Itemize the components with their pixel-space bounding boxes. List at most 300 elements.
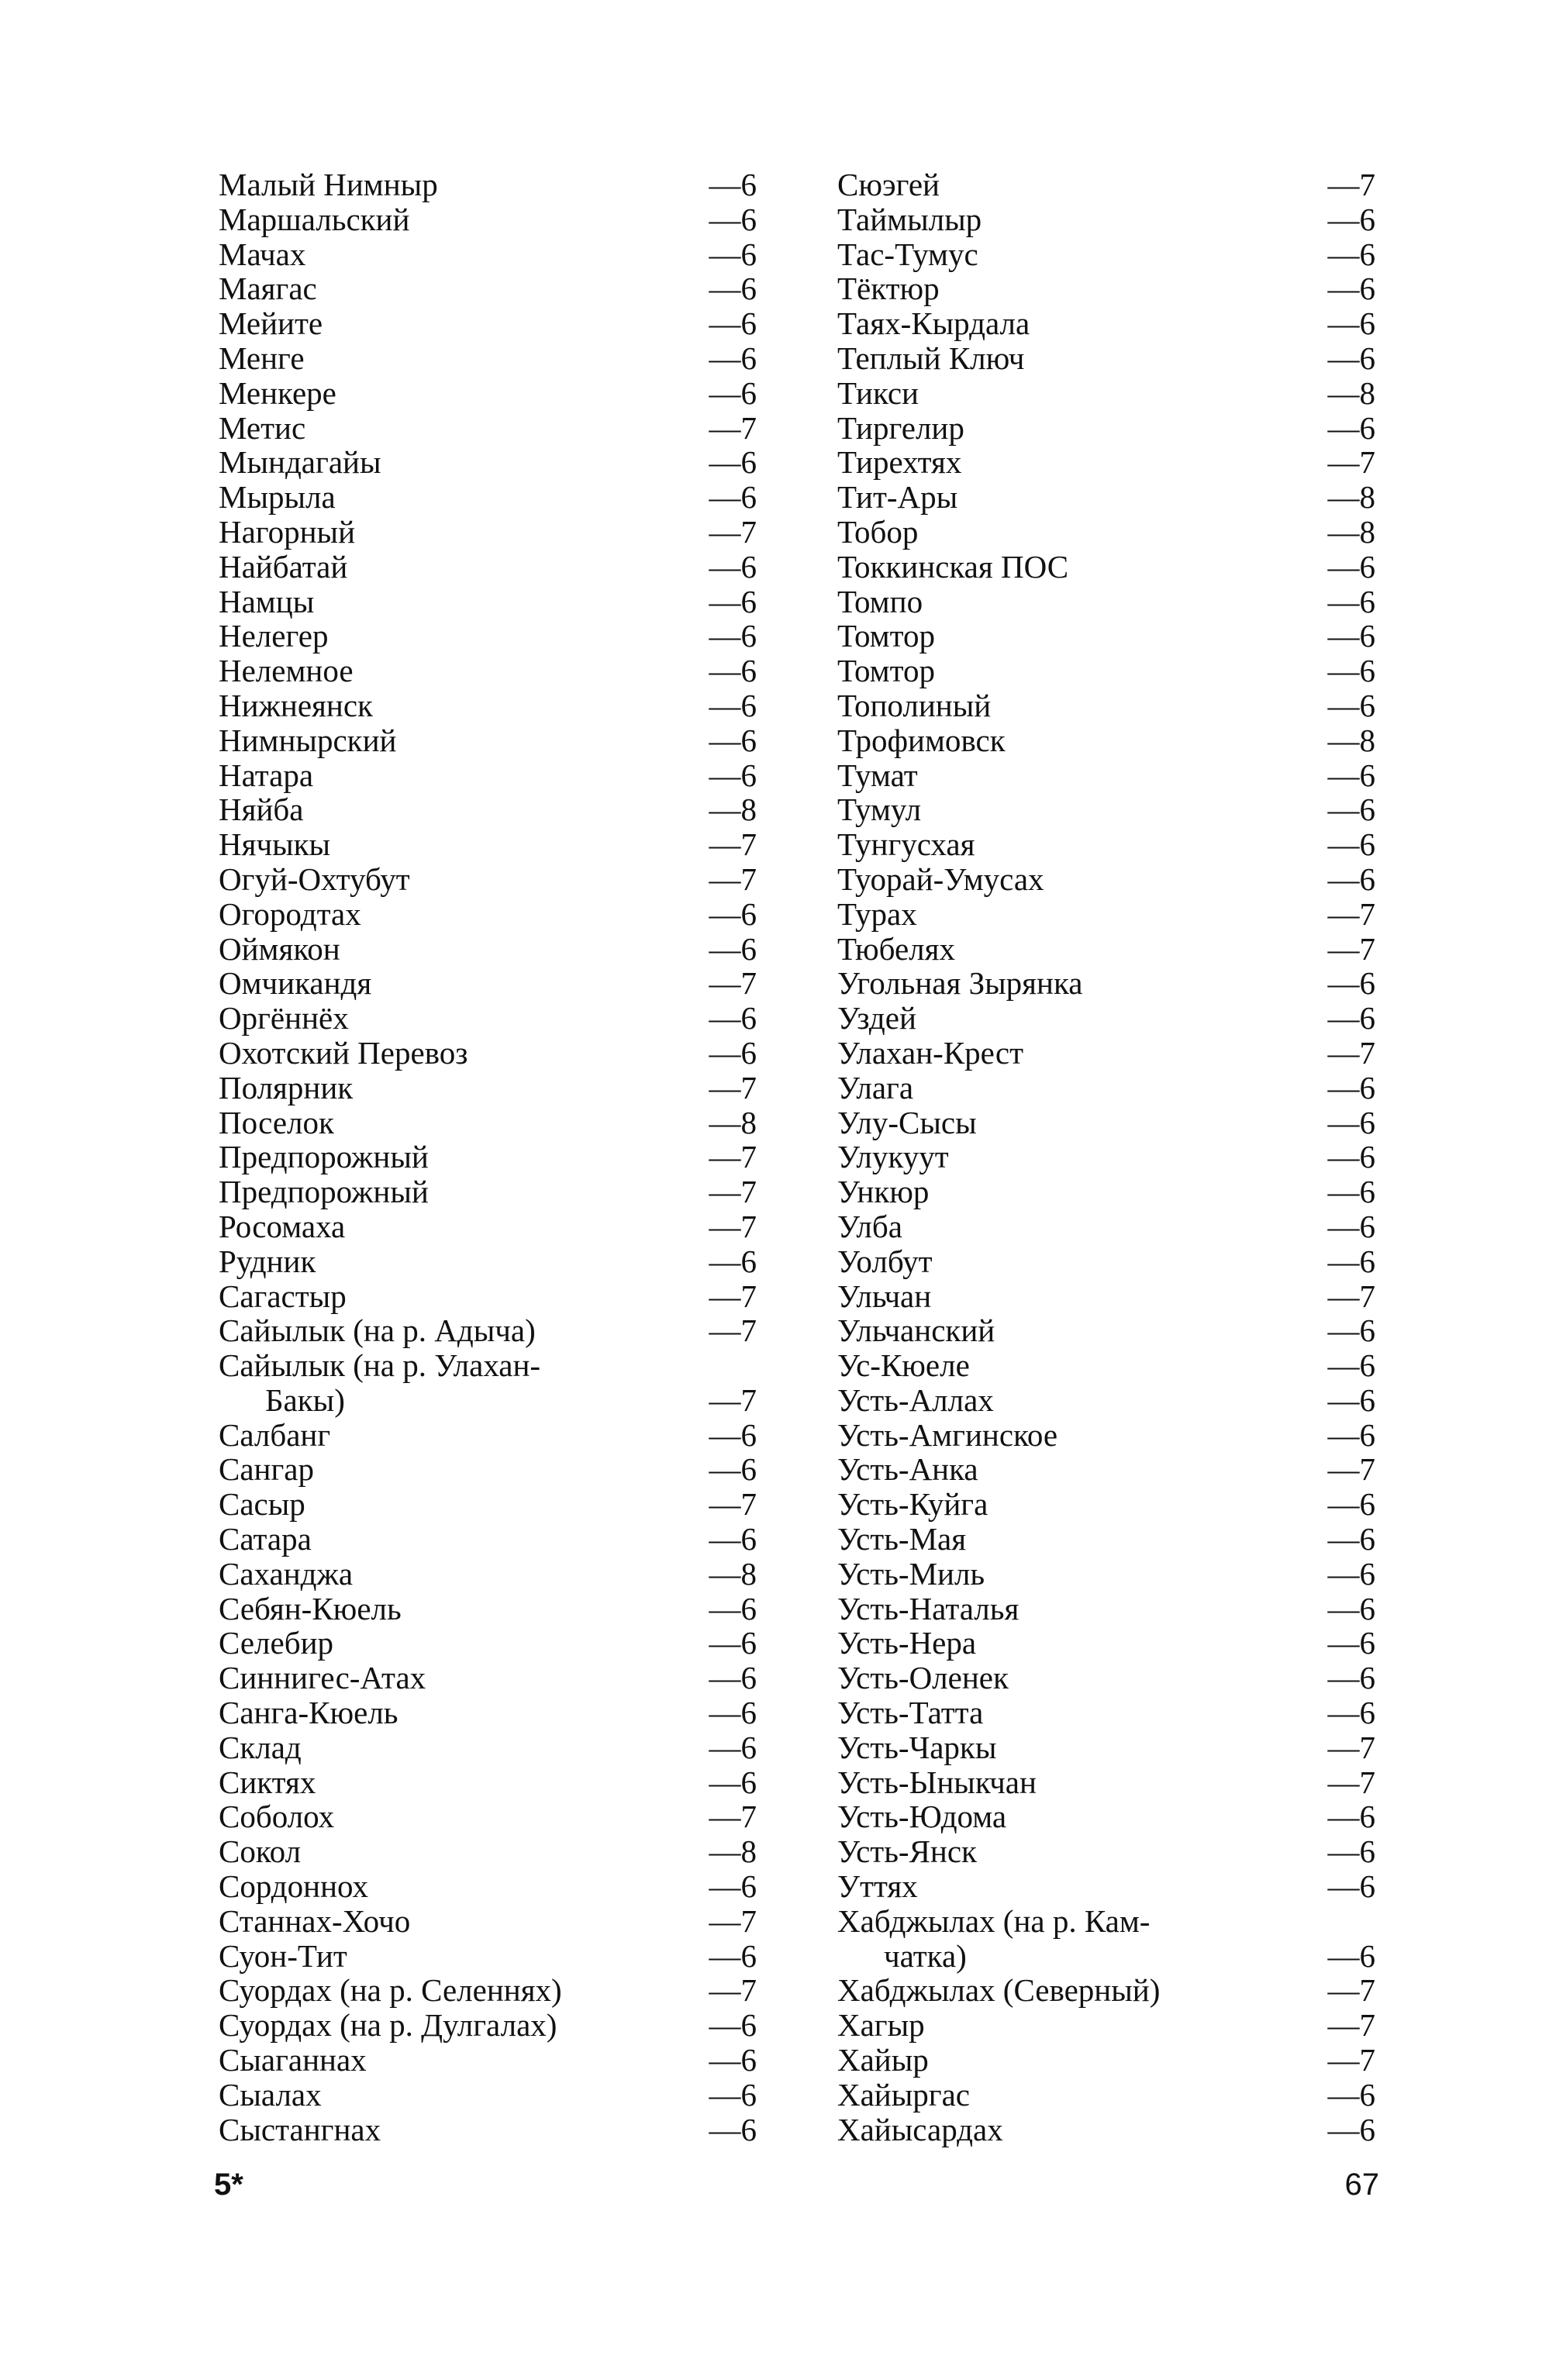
station-name-line: Томпо	[837, 583, 923, 619]
station-name-line: Ус-Кюеле	[837, 1347, 970, 1384]
station-value: —6	[1327, 1069, 1375, 1105]
station-name	[837, 237, 978, 272]
station-name	[219, 1140, 429, 1174]
station-value: —6	[1327, 2076, 1375, 2113]
list-item	[837, 1487, 1375, 1522]
list-item	[837, 654, 1375, 688]
station-name	[219, 1036, 467, 1071]
station-name	[837, 271, 940, 306]
list-item	[219, 688, 757, 723]
station-value: —7	[1327, 2042, 1375, 2078]
station-name	[219, 376, 336, 411]
list-item	[837, 411, 1375, 446]
list-item	[837, 1209, 1375, 1244]
station-value: —6	[1327, 1695, 1375, 1731]
station-name	[837, 1834, 977, 1869]
station-value: —6	[1327, 1416, 1375, 1453]
station-value: —6	[709, 374, 757, 411]
station-name-line: Тумат	[837, 757, 918, 793]
station-name	[837, 758, 918, 793]
station-value: —7	[709, 1381, 757, 1418]
station-value: —6	[1327, 1312, 1375, 1349]
station-value: —7	[709, 965, 757, 1002]
station-value: —6	[1327, 1139, 1375, 1175]
station-value: —6	[709, 1660, 757, 1696]
station-value: —8	[1327, 374, 1375, 411]
station-name	[837, 480, 957, 515]
list-item	[837, 202, 1375, 237]
list-item	[219, 897, 757, 932]
station-name	[837, 932, 955, 967]
station-name	[219, 2043, 367, 2078]
station-name-line: Сиктях	[219, 1764, 316, 1800]
station-name	[837, 376, 919, 411]
station-name-line: Тополиный	[837, 687, 992, 723]
station-name-line: Усть-Миль	[837, 1555, 985, 1592]
list-item	[837, 1313, 1375, 1348]
station-name	[837, 306, 1030, 341]
page-number: 67	[1344, 2168, 1379, 2202]
station-name	[219, 2078, 322, 2113]
station-name	[837, 1036, 1023, 1071]
station-value: —6	[709, 895, 757, 932]
station-name	[219, 1487, 305, 1522]
station-name	[219, 1834, 301, 1869]
station-name	[219, 1174, 429, 1209]
list-item	[837, 237, 1375, 272]
station-value: —7	[709, 1278, 757, 1314]
station-value: —6	[709, 2111, 757, 2147]
list-item	[219, 1105, 757, 1140]
station-value: —8	[1327, 479, 1375, 516]
station-value: —6	[709, 305, 757, 342]
station-name-line: Сайылык (на р. Адыча)	[219, 1312, 536, 1349]
list-item	[219, 411, 757, 446]
station-name	[837, 1626, 976, 1661]
station-name-line: Хайысардах	[837, 2111, 1003, 2147]
list-item	[219, 341, 757, 376]
list-item	[837, 897, 1375, 932]
list-item	[837, 862, 1375, 897]
station-name	[219, 1695, 398, 1730]
station-value: —6	[1327, 1660, 1375, 1696]
station-value: —6	[1327, 1833, 1375, 1870]
list-item	[837, 585, 1375, 619]
list-item	[837, 1279, 1375, 1314]
station-name	[837, 341, 1024, 376]
station-name-line: Натара	[219, 757, 314, 793]
station-value: —7	[709, 1208, 757, 1244]
station-name-line: Ункюр	[837, 1174, 930, 1210]
list-item	[219, 1348, 757, 1418]
station-value: —6	[1327, 201, 1375, 237]
station-value: —6	[709, 167, 757, 202]
station-value: —6	[1327, 653, 1375, 689]
station-name	[219, 167, 438, 202]
list-item	[219, 654, 757, 688]
station-name-line: Охотский Перевоз	[219, 1034, 468, 1071]
station-value: —7	[1327, 1451, 1375, 1488]
station-name-line: Сыстангнах	[219, 2111, 381, 2147]
list-item	[219, 2043, 757, 2078]
station-name	[219, 1522, 312, 1557]
list-item	[837, 1626, 1375, 1661]
left-column	[219, 167, 757, 2147]
list-item	[837, 758, 1375, 793]
station-value: —6	[1327, 409, 1375, 446]
station-name	[219, 758, 313, 793]
station-value: —6	[709, 2007, 757, 2044]
station-name-line: Улу-Сысы	[837, 1104, 977, 1140]
list-item	[219, 515, 757, 550]
station-name-line: Нячыкы	[219, 826, 331, 863]
station-name	[219, 654, 354, 688]
station-name	[837, 1348, 970, 1383]
list-item	[837, 932, 1375, 967]
station-name-line: Хайыргас	[837, 2076, 971, 2113]
list-item	[219, 1174, 757, 1209]
station-name-line: Сыалах	[219, 2076, 322, 2113]
station-value: —6	[709, 2042, 757, 2078]
station-value: —7	[1327, 1034, 1375, 1071]
station-name	[219, 515, 355, 550]
list-item	[219, 1036, 757, 1071]
station-name-line: Маршальский	[219, 201, 410, 237]
station-name-line: Турах	[837, 895, 917, 932]
list-item	[219, 1140, 757, 1174]
list-item	[219, 1834, 757, 1869]
station-value: —6	[709, 757, 757, 793]
right-column	[837, 167, 1375, 2147]
station-name-line: Уздей	[837, 1000, 916, 1037]
station-name-line: Улага	[837, 1069, 914, 1105]
list-item	[837, 1452, 1375, 1487]
station-name-line: Тобор	[837, 513, 919, 550]
station-name-line: Теплый Ключ	[837, 340, 1025, 376]
station-name	[219, 1001, 349, 1036]
station-name-line: Хагыр	[837, 2007, 925, 2044]
list-item	[219, 550, 757, 585]
station-name	[219, 1071, 353, 1105]
station-name	[837, 1452, 978, 1487]
station-name	[837, 827, 975, 862]
list-item	[837, 167, 1375, 202]
station-name-line: Сюэгей	[837, 167, 940, 202]
list-item	[219, 1557, 757, 1592]
station-name-line: Хайыр	[837, 2042, 929, 2078]
station-value: —7	[1327, 1729, 1375, 1765]
station-value: —6	[709, 653, 757, 689]
station-name-line: Росомаха	[219, 1208, 346, 1244]
station-name-line: Огородтах	[219, 895, 361, 932]
station-name-line: Усть-Куйга	[837, 1486, 988, 1523]
station-value: —6	[709, 1000, 757, 1037]
list-item	[837, 550, 1375, 585]
station-name-line: Менкере	[219, 374, 336, 411]
station-name	[837, 1695, 983, 1730]
list-item	[219, 1592, 757, 1626]
station-value: —8	[709, 1555, 757, 1592]
station-value: —6	[709, 1451, 757, 1488]
station-value: —7	[1327, 1764, 1375, 1800]
station-name	[219, 1904, 410, 1939]
list-item	[219, 1001, 757, 1036]
list-item	[219, 2008, 757, 2043]
station-value: —6	[709, 1590, 757, 1626]
station-name	[837, 1105, 977, 1140]
station-name-line: Нижнеянск	[219, 687, 373, 723]
station-value: —7	[1327, 167, 1375, 202]
station-name	[837, 1209, 902, 1244]
station-name-line: Сагастыр	[219, 1278, 347, 1314]
list-item	[219, 271, 757, 306]
list-item	[219, 932, 757, 967]
station-value: —7	[709, 1069, 757, 1105]
station-name-line: Полярник	[219, 1069, 354, 1105]
station-name	[837, 2113, 1003, 2147]
list-item	[837, 1244, 1375, 1279]
list-item	[837, 1592, 1375, 1626]
station-name-line: Усть-Анка	[837, 1451, 978, 1488]
station-name	[837, 1592, 1019, 1626]
station-name	[219, 1209, 345, 1244]
station-value: —6	[709, 2076, 757, 2113]
list-item	[837, 1695, 1375, 1730]
list-item	[837, 376, 1375, 411]
station-name	[837, 202, 982, 237]
station-name-line: Огуй-Охтубут	[219, 861, 410, 897]
station-name-line: Таймылыр	[837, 201, 982, 237]
list-item	[837, 1730, 1375, 1765]
station-name-line: Саханджа	[219, 1555, 354, 1592]
station-name-line: Менге	[219, 340, 305, 376]
station-name	[219, 1626, 333, 1661]
station-value: —7	[1327, 1278, 1375, 1314]
station-name-line: Предпорожный	[219, 1174, 429, 1210]
list-item	[837, 1036, 1375, 1071]
station-name-line: Мейите	[219, 305, 323, 342]
station-value: —6	[1327, 1000, 1375, 1037]
station-value: —7	[1327, 444, 1375, 481]
station-name-line: Усть-Оленек	[837, 1660, 1009, 1696]
station-name	[219, 202, 409, 237]
station-name	[837, 1487, 988, 1522]
station-name	[837, 1244, 933, 1279]
list-item	[219, 1695, 757, 1730]
list-item	[837, 306, 1375, 341]
station-name-line: Тюбелях	[837, 930, 955, 967]
station-name-continuation: чатка)	[884, 1937, 967, 1974]
station-name-line: Усть-Юдома	[837, 1799, 1007, 1835]
list-item	[219, 1452, 757, 1487]
station-value: —7	[1327, 2007, 1375, 2044]
station-name-line: Салбанг	[219, 1416, 331, 1453]
station-value: —6	[709, 687, 757, 723]
station-name	[219, 723, 396, 758]
station-name	[219, 445, 381, 480]
station-value: —6	[1327, 826, 1375, 863]
station-value: —6	[709, 236, 757, 272]
station-name-line: Сыаганнах	[219, 2042, 367, 2078]
station-name	[837, 897, 917, 932]
station-name	[219, 1799, 334, 1834]
station-name	[837, 1661, 1009, 1695]
station-name-line: Ульчанский	[837, 1312, 995, 1349]
station-name	[219, 1730, 302, 1765]
list-item	[219, 862, 757, 897]
list-item	[219, 445, 757, 480]
station-name	[837, 1001, 916, 1036]
station-name-line: Найбатай	[219, 548, 348, 585]
station-name	[837, 1071, 913, 1105]
station-name-line: Нимнырский	[219, 722, 397, 758]
station-name-line: Усть-Наталья	[837, 1590, 1020, 1626]
station-name-line: Санга-Кюель	[219, 1695, 398, 1731]
list-item	[837, 1105, 1375, 1140]
station-name-line: Намцы	[219, 583, 315, 619]
station-value: —8	[709, 792, 757, 828]
station-value: —6	[1327, 305, 1375, 342]
list-item	[219, 723, 757, 758]
list-item	[837, 966, 1375, 1001]
station-name	[219, 688, 373, 723]
station-name	[219, 862, 410, 897]
station-name-line: Уолбут	[837, 1243, 933, 1279]
station-name-line: Тит-Ары	[837, 479, 958, 516]
station-value: —6	[1327, 1799, 1375, 1835]
list-item	[837, 2008, 1375, 2043]
station-value: —7	[709, 1312, 757, 1349]
station-value: —7	[709, 1972, 757, 2009]
station-name	[219, 897, 361, 932]
station-name-line: Станнах-Хочо	[219, 1902, 411, 1939]
station-value: —6	[709, 271, 757, 307]
list-item	[219, 1904, 757, 1939]
station-name-line: Тиргелир	[837, 409, 964, 446]
list-item	[837, 445, 1375, 480]
list-item	[837, 1799, 1375, 1834]
station-name-line: Усть-Ыныкчан	[837, 1764, 1037, 1800]
station-value: —7	[709, 1486, 757, 1523]
list-item	[837, 1001, 1375, 1036]
station-name	[219, 1105, 334, 1140]
station-value: —8	[709, 1104, 757, 1140]
list-item	[219, 1939, 757, 1974]
station-name	[219, 966, 371, 1001]
station-value: —6	[709, 1764, 757, 1800]
station-name-line: Тас-Тумус	[837, 236, 978, 272]
station-value: —6	[1327, 1521, 1375, 1557]
station-name	[219, 585, 314, 619]
station-name-line: Нагорный	[219, 513, 356, 550]
station-name-line: Усть-Нера	[837, 1625, 977, 1661]
list-item	[219, 1313, 757, 1348]
list-item	[837, 341, 1375, 376]
list-item	[837, 2078, 1375, 2113]
station-name-line: Сокол	[219, 1833, 302, 1870]
list-item	[837, 2113, 1375, 2147]
station-name	[837, 688, 991, 723]
station-name-line: Токкинская ПОС	[837, 548, 1069, 585]
station-value: —6	[1327, 792, 1375, 828]
station-name	[837, 550, 1068, 585]
station-name	[219, 341, 305, 376]
station-name-line: Нелегер	[219, 618, 329, 654]
station-name	[219, 619, 328, 654]
station-name-line: Суордах (на р. Дулгалах)	[219, 2007, 557, 2044]
station-value: —6	[709, 1243, 757, 1279]
station-value: —6	[709, 1034, 757, 1071]
station-name	[837, 1799, 1006, 1834]
station-name	[219, 271, 317, 306]
station-name	[219, 1452, 314, 1487]
station-name-line: Нелемное	[219, 653, 354, 689]
station-name	[219, 1869, 368, 1904]
station-value: —7	[709, 1799, 757, 1835]
station-name	[837, 1174, 929, 1209]
station-name	[837, 792, 921, 827]
station-name-line: Тикси	[837, 374, 919, 411]
list-item	[219, 1973, 757, 2008]
list-item	[219, 827, 757, 862]
station-name	[837, 515, 918, 550]
list-item	[219, 1487, 757, 1522]
station-name-line: Ульчан	[837, 1278, 932, 1314]
station-name	[219, 932, 340, 967]
station-name	[837, 654, 935, 688]
station-name-line: Усть-Чаркы	[837, 1729, 997, 1765]
list-item	[219, 2078, 757, 2113]
station-name	[837, 1869, 918, 1904]
station-name	[219, 1244, 316, 1279]
station-name-line: Томтор	[837, 653, 936, 689]
station-name-line: Угольная Зырянка	[837, 965, 1083, 1002]
station-value: —6	[709, 1625, 757, 1661]
station-name-continuation: Бакы)	[265, 1381, 345, 1418]
list-item	[837, 1522, 1375, 1557]
list-item	[837, 271, 1375, 306]
list-item	[837, 1383, 1375, 1418]
station-name-line: Томтор	[837, 618, 936, 654]
station-name	[837, 1973, 1160, 2008]
station-name	[219, 1661, 426, 1695]
station-name-line: Малый Нимныр	[219, 167, 438, 202]
list-item	[837, 1418, 1375, 1453]
station-name	[837, 2008, 925, 2043]
station-name	[837, 2043, 929, 2078]
station-value: —6	[709, 340, 757, 376]
list-item	[837, 723, 1375, 758]
station-value: —6	[1327, 2111, 1375, 2147]
list-item	[219, 1418, 757, 1453]
list-item	[219, 1626, 757, 1661]
station-name	[219, 1313, 536, 1348]
list-item	[219, 1661, 757, 1695]
station-name-line: Тунгусхая	[837, 826, 975, 863]
station-value: —6	[1327, 583, 1375, 619]
station-value: —6	[1327, 1174, 1375, 1210]
station-value: —6	[1327, 340, 1375, 376]
station-name-line: Сатара	[219, 1521, 312, 1557]
station-name	[219, 2113, 381, 2147]
station-name-line: Суон-Тит	[219, 1937, 347, 1974]
list-item	[219, 1869, 757, 1904]
station-name	[219, 1418, 330, 1453]
list-item	[837, 619, 1375, 654]
station-name-line: Сасыр	[219, 1486, 305, 1523]
station-name	[219, 306, 323, 341]
station-name	[837, 619, 935, 654]
